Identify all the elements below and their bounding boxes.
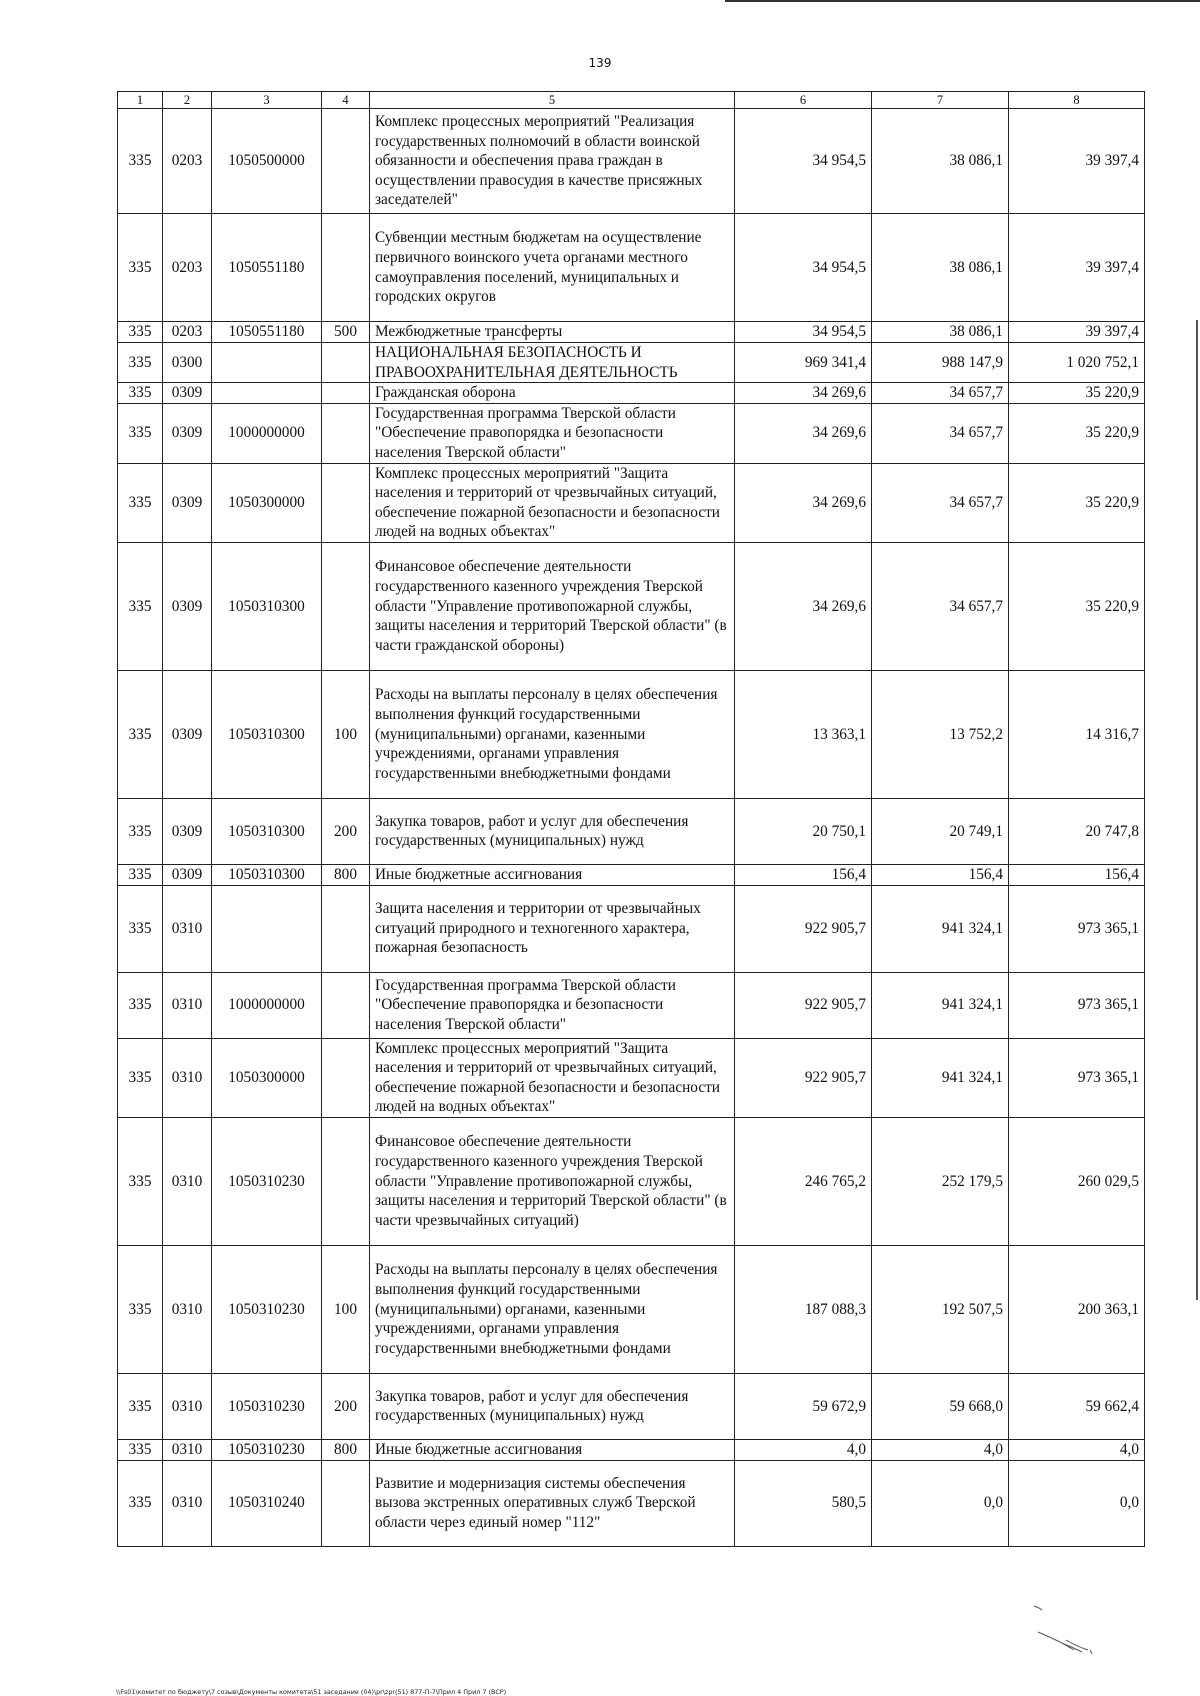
table-row (118, 1460, 1145, 1546)
cell-amount-year1: 20 750,1 (735, 798, 872, 864)
cell-amount-year1: 34 269,6 (735, 403, 872, 463)
cell-description: Финансовое обеспечение деятельности государственного казенного учреждения Тверской области "Управление противопожарной службы, защиты населения и территорий Тверской области" (в части гражданской обороны) (370, 542, 735, 670)
cell-expense-type: 800 (322, 1439, 370, 1460)
cell-amount-year1: 246 765,2 (735, 1117, 872, 1245)
cell-amount-year1: 187 088,3 (735, 1245, 872, 1373)
cell-amount-year3: 973 365,1 (1009, 972, 1145, 1038)
cell-section-code: 0300 (163, 343, 212, 383)
table-row (118, 1038, 1145, 1117)
cell-section-code: 0310 (163, 972, 212, 1038)
table-row (118, 1373, 1145, 1439)
cell-amount-year2: 34 657,7 (872, 383, 1009, 404)
cell-target-article: 1050310300 (212, 864, 322, 885)
cell-admin-code: 335 (118, 1038, 163, 1117)
page-number: 139 (588, 56, 612, 70)
table-body (118, 109, 1145, 1547)
column-header: 8 (1009, 92, 1145, 109)
cell-amount-year1: 922 905,7 (735, 972, 872, 1038)
table-header-row (118, 92, 1145, 109)
column-header: 1 (118, 92, 163, 109)
cell-admin-code: 335 (118, 214, 163, 322)
cell-admin-code: 335 (118, 1245, 163, 1373)
cell-target-article: 1050500000 (212, 109, 322, 214)
cell-description: Иные бюджетные ассигнования (370, 864, 735, 885)
cell-admin-code: 335 (118, 1460, 163, 1546)
cell-amount-year2: 38 086,1 (872, 214, 1009, 322)
cell-amount-year3: 156,4 (1009, 864, 1145, 885)
cell-description: Комплекс процессных мероприятий "Защита населения и территорий от чрезвычайных ситуаций, обеспечение пожарной безопасности и безопасности людей на водных объектах" (370, 463, 735, 542)
cell-amount-year2: 38 086,1 (872, 322, 1009, 343)
column-header: 6 (735, 92, 872, 109)
cell-amount-year2: 13 752,2 (872, 670, 1009, 798)
cell-amount-year2: 0,0 (872, 1460, 1009, 1546)
cell-expense-type (322, 343, 370, 383)
cell-amount-year3: 260 029,5 (1009, 1117, 1145, 1245)
cell-section-code: 0309 (163, 670, 212, 798)
cell-section-code: 0310 (163, 1460, 212, 1546)
table-row (118, 322, 1145, 343)
cell-amount-year3: 35 220,9 (1009, 463, 1145, 542)
cell-description: Развитие и модернизация системы обеспечения вызова экстренных оперативных служб Тверской области через единый номер "112" (370, 1460, 735, 1546)
scan-edge-line (725, 0, 1200, 2)
cell-target-article: 1050551180 (212, 214, 322, 322)
cell-admin-code: 335 (118, 542, 163, 670)
cell-expense-type: 100 (322, 1245, 370, 1373)
cell-section-code: 0310 (163, 1373, 212, 1439)
cell-target-article: 1050551180 (212, 322, 322, 343)
table-row (118, 343, 1145, 383)
cell-expense-type: 500 (322, 322, 370, 343)
cell-amount-year3: 35 220,9 (1009, 383, 1145, 404)
cell-section-code: 0310 (163, 1038, 212, 1117)
cell-target-article (212, 343, 322, 383)
cell-description: Межбюджетные трансферты (370, 322, 735, 343)
pen-mark (1030, 1600, 1100, 1660)
cell-expense-type: 800 (322, 864, 370, 885)
cell-description: Финансовое обеспечение деятельности государственного казенного учреждения Тверской области "Управление противопожарной службы, защиты населения и территорий Тверской области" (в части чрезвычайных ситуаций) (370, 1117, 735, 1245)
column-header: 4 (322, 92, 370, 109)
cell-target-article: 1050310300 (212, 670, 322, 798)
cell-amount-year3: 14 316,7 (1009, 670, 1145, 798)
cell-amount-year3: 35 220,9 (1009, 403, 1145, 463)
table-row (118, 1117, 1145, 1245)
table-row (118, 1245, 1145, 1373)
cell-amount-year1: 922 905,7 (735, 885, 872, 972)
cell-amount-year2: 20 749,1 (872, 798, 1009, 864)
cell-admin-code: 335 (118, 1117, 163, 1245)
cell-amount-year2: 156,4 (872, 864, 1009, 885)
cell-amount-year2: 252 179,5 (872, 1117, 1009, 1245)
table-row (118, 864, 1145, 885)
cell-admin-code: 335 (118, 322, 163, 343)
cell-section-code: 0309 (163, 798, 212, 864)
cell-expense-type (322, 403, 370, 463)
column-header: 3 (212, 92, 322, 109)
cell-target-article (212, 383, 322, 404)
cell-amount-year3: 973 365,1 (1009, 1038, 1145, 1117)
cell-amount-year3: 35 220,9 (1009, 542, 1145, 670)
cell-description: Защита населения и территории от чрезвычайных ситуаций природного и техногенного характера, пожарная безопасность (370, 885, 735, 972)
cell-description: Государственная программа Тверской области "Обеспечение правопорядка и безопасности населения Тверской области" (370, 403, 735, 463)
cell-description: Иные бюджетные ассигнования (370, 1439, 735, 1460)
cell-target-article: 1050310230 (212, 1439, 322, 1460)
cell-description: Комплекс процессных мероприятий "Реализация государственных полномочий в области воинской обязанности и обеспечения права граждан в осуществлении правосудия в качестве присяжных заседателей" (370, 109, 735, 214)
cell-target-article: 1050310230 (212, 1117, 322, 1245)
cell-amount-year3: 39 397,4 (1009, 109, 1145, 214)
table-row (118, 463, 1145, 542)
cell-target-article: 1050310240 (212, 1460, 322, 1546)
cell-amount-year1: 34 954,5 (735, 109, 872, 214)
cell-amount-year3: 59 662,4 (1009, 1373, 1145, 1439)
cell-description: Расходы на выплаты персоналу в целях обеспечения выполнения функций государственными (муниципальными) органами, казенными учреждениями, органами управления государственными внебюджетными фондами (370, 670, 735, 798)
cell-target-article: 1000000000 (212, 403, 322, 463)
table-row (118, 972, 1145, 1038)
cell-amount-year3: 39 397,4 (1009, 322, 1145, 343)
cell-amount-year2: 4,0 (872, 1439, 1009, 1460)
cell-section-code: 0309 (163, 383, 212, 404)
cell-target-article: 1050300000 (212, 463, 322, 542)
cell-amount-year1: 156,4 (735, 864, 872, 885)
cell-target-article: 1050310230 (212, 1373, 322, 1439)
table-row (118, 1439, 1145, 1460)
table-row (118, 542, 1145, 670)
cell-amount-year2: 941 324,1 (872, 885, 1009, 972)
cell-admin-code: 335 (118, 798, 163, 864)
cell-amount-year2: 34 657,7 (872, 403, 1009, 463)
cell-section-code: 0309 (163, 403, 212, 463)
cell-section-code: 0203 (163, 214, 212, 322)
cell-amount-year1: 969 341,4 (735, 343, 872, 383)
cell-amount-year3: 0,0 (1009, 1460, 1145, 1546)
cell-amount-year2: 34 657,7 (872, 542, 1009, 670)
cell-description: Субвенции местным бюджетам на осуществление первичного воинского учета органами местного самоуправления поселений, муниципальных и городских округов (370, 214, 735, 322)
cell-expense-type (322, 1117, 370, 1245)
cell-amount-year1: 34 954,5 (735, 214, 872, 322)
cell-section-code: 0309 (163, 864, 212, 885)
cell-amount-year3: 39 397,4 (1009, 214, 1145, 322)
cell-description: Гражданская оборона (370, 383, 735, 404)
cell-admin-code: 335 (118, 109, 163, 214)
cell-amount-year3: 1 020 752,1 (1009, 343, 1145, 383)
cell-expense-type (322, 542, 370, 670)
cell-amount-year3: 4,0 (1009, 1439, 1145, 1460)
cell-section-code: 0309 (163, 463, 212, 542)
cell-target-article: 1050310230 (212, 1245, 322, 1373)
table-row (118, 798, 1145, 864)
cell-description: Закупка товаров, работ и услуг для обеспечения государственных (муниципальных) нужд (370, 1373, 735, 1439)
cell-amount-year1: 59 672,9 (735, 1373, 872, 1439)
cell-description: Государственная программа Тверской области "Обеспечение правопорядка и безопасности населения Тверской области" (370, 972, 735, 1038)
cell-amount-year3: 200 363,1 (1009, 1245, 1145, 1373)
cell-expense-type: 200 (322, 1373, 370, 1439)
cell-section-code: 0310 (163, 1439, 212, 1460)
cell-amount-year1: 34 269,6 (735, 542, 872, 670)
cell-expense-type (322, 1460, 370, 1546)
cell-amount-year2: 941 324,1 (872, 972, 1009, 1038)
cell-admin-code: 335 (118, 864, 163, 885)
cell-section-code: 0203 (163, 109, 212, 214)
cell-amount-year2: 988 147,9 (872, 343, 1009, 383)
cell-target-article (212, 885, 322, 972)
cell-admin-code: 335 (118, 670, 163, 798)
cell-amount-year1: 922 905,7 (735, 1038, 872, 1117)
footer-file-path: \\Fs01\комитет по бюджету\7 созыв\Документы комитета\51 заседание (04)\pr\zpr(51) 877-П-7\Прил 4 Прил 7 (ВСР) (116, 1688, 507, 1696)
table-row (118, 885, 1145, 972)
cell-section-code: 0310 (163, 1245, 212, 1373)
cell-amount-year1: 34 954,5 (735, 322, 872, 343)
table-row (118, 109, 1145, 214)
cell-expense-type: 200 (322, 798, 370, 864)
cell-section-code: 0309 (163, 542, 212, 670)
cell-section-code: 0203 (163, 322, 212, 343)
table-row (118, 214, 1145, 322)
cell-admin-code: 335 (118, 383, 163, 404)
cell-amount-year1: 34 269,6 (735, 463, 872, 542)
cell-expense-type (322, 214, 370, 322)
table-row (118, 670, 1145, 798)
budget-table (117, 91, 1145, 1547)
cell-description: Комплекс процессных мероприятий "Защита населения и территорий от чрезвычайных ситуаций, обеспечение пожарной безопасности и безопасности людей на водных объектах" (370, 1038, 735, 1117)
column-header: 2 (163, 92, 212, 109)
cell-admin-code: 335 (118, 403, 163, 463)
cell-amount-year2: 38 086,1 (872, 109, 1009, 214)
cell-expense-type (322, 1038, 370, 1117)
cell-expense-type (322, 972, 370, 1038)
cell-amount-year2: 59 668,0 (872, 1373, 1009, 1439)
cell-expense-type (322, 463, 370, 542)
cell-section-code: 0310 (163, 885, 212, 972)
cell-description: НАЦИОНАЛЬНАЯ БЕЗОПАСНОСТЬ И ПРАВООХРАНИТЕЛЬНАЯ ДЕЯТЕЛЬНОСТЬ (370, 343, 735, 383)
cell-amount-year3: 20 747,8 (1009, 798, 1145, 864)
cell-amount-year2: 941 324,1 (872, 1038, 1009, 1117)
cell-expense-type (322, 383, 370, 404)
cell-amount-year1: 13 363,1 (735, 670, 872, 798)
cell-target-article: 1000000000 (212, 972, 322, 1038)
table-row (118, 383, 1145, 404)
cell-target-article: 1050310300 (212, 542, 322, 670)
cell-admin-code: 335 (118, 343, 163, 383)
cell-admin-code: 335 (118, 972, 163, 1038)
cell-section-code: 0310 (163, 1117, 212, 1245)
cell-expense-type (322, 885, 370, 972)
cell-target-article: 1050310300 (212, 798, 322, 864)
scan-edge-line-right (1196, 320, 1198, 1300)
cell-description: Расходы на выплаты персоналу в целях обеспечения выполнения функций государственными (муниципальными) органами, казенными учреждениями, органами управления государственными внебюджетными фондами (370, 1245, 735, 1373)
cell-amount-year2: 192 507,5 (872, 1245, 1009, 1373)
cell-amount-year1: 4,0 (735, 1439, 872, 1460)
cell-amount-year3: 973 365,1 (1009, 885, 1145, 972)
cell-target-article: 1050300000 (212, 1038, 322, 1117)
cell-amount-year1: 580,5 (735, 1460, 872, 1546)
cell-admin-code: 335 (118, 463, 163, 542)
cell-admin-code: 335 (118, 885, 163, 972)
cell-amount-year1: 34 269,6 (735, 383, 872, 404)
cell-expense-type (322, 109, 370, 214)
cell-amount-year2: 34 657,7 (872, 463, 1009, 542)
table-row (118, 403, 1145, 463)
cell-description: Закупка товаров, работ и услуг для обеспечения государственных (муниципальных) нужд (370, 798, 735, 864)
cell-expense-type: 100 (322, 670, 370, 798)
cell-admin-code: 335 (118, 1373, 163, 1439)
column-header: 7 (872, 92, 1009, 109)
column-header: 5 (370, 92, 735, 109)
cell-admin-code: 335 (118, 1439, 163, 1460)
